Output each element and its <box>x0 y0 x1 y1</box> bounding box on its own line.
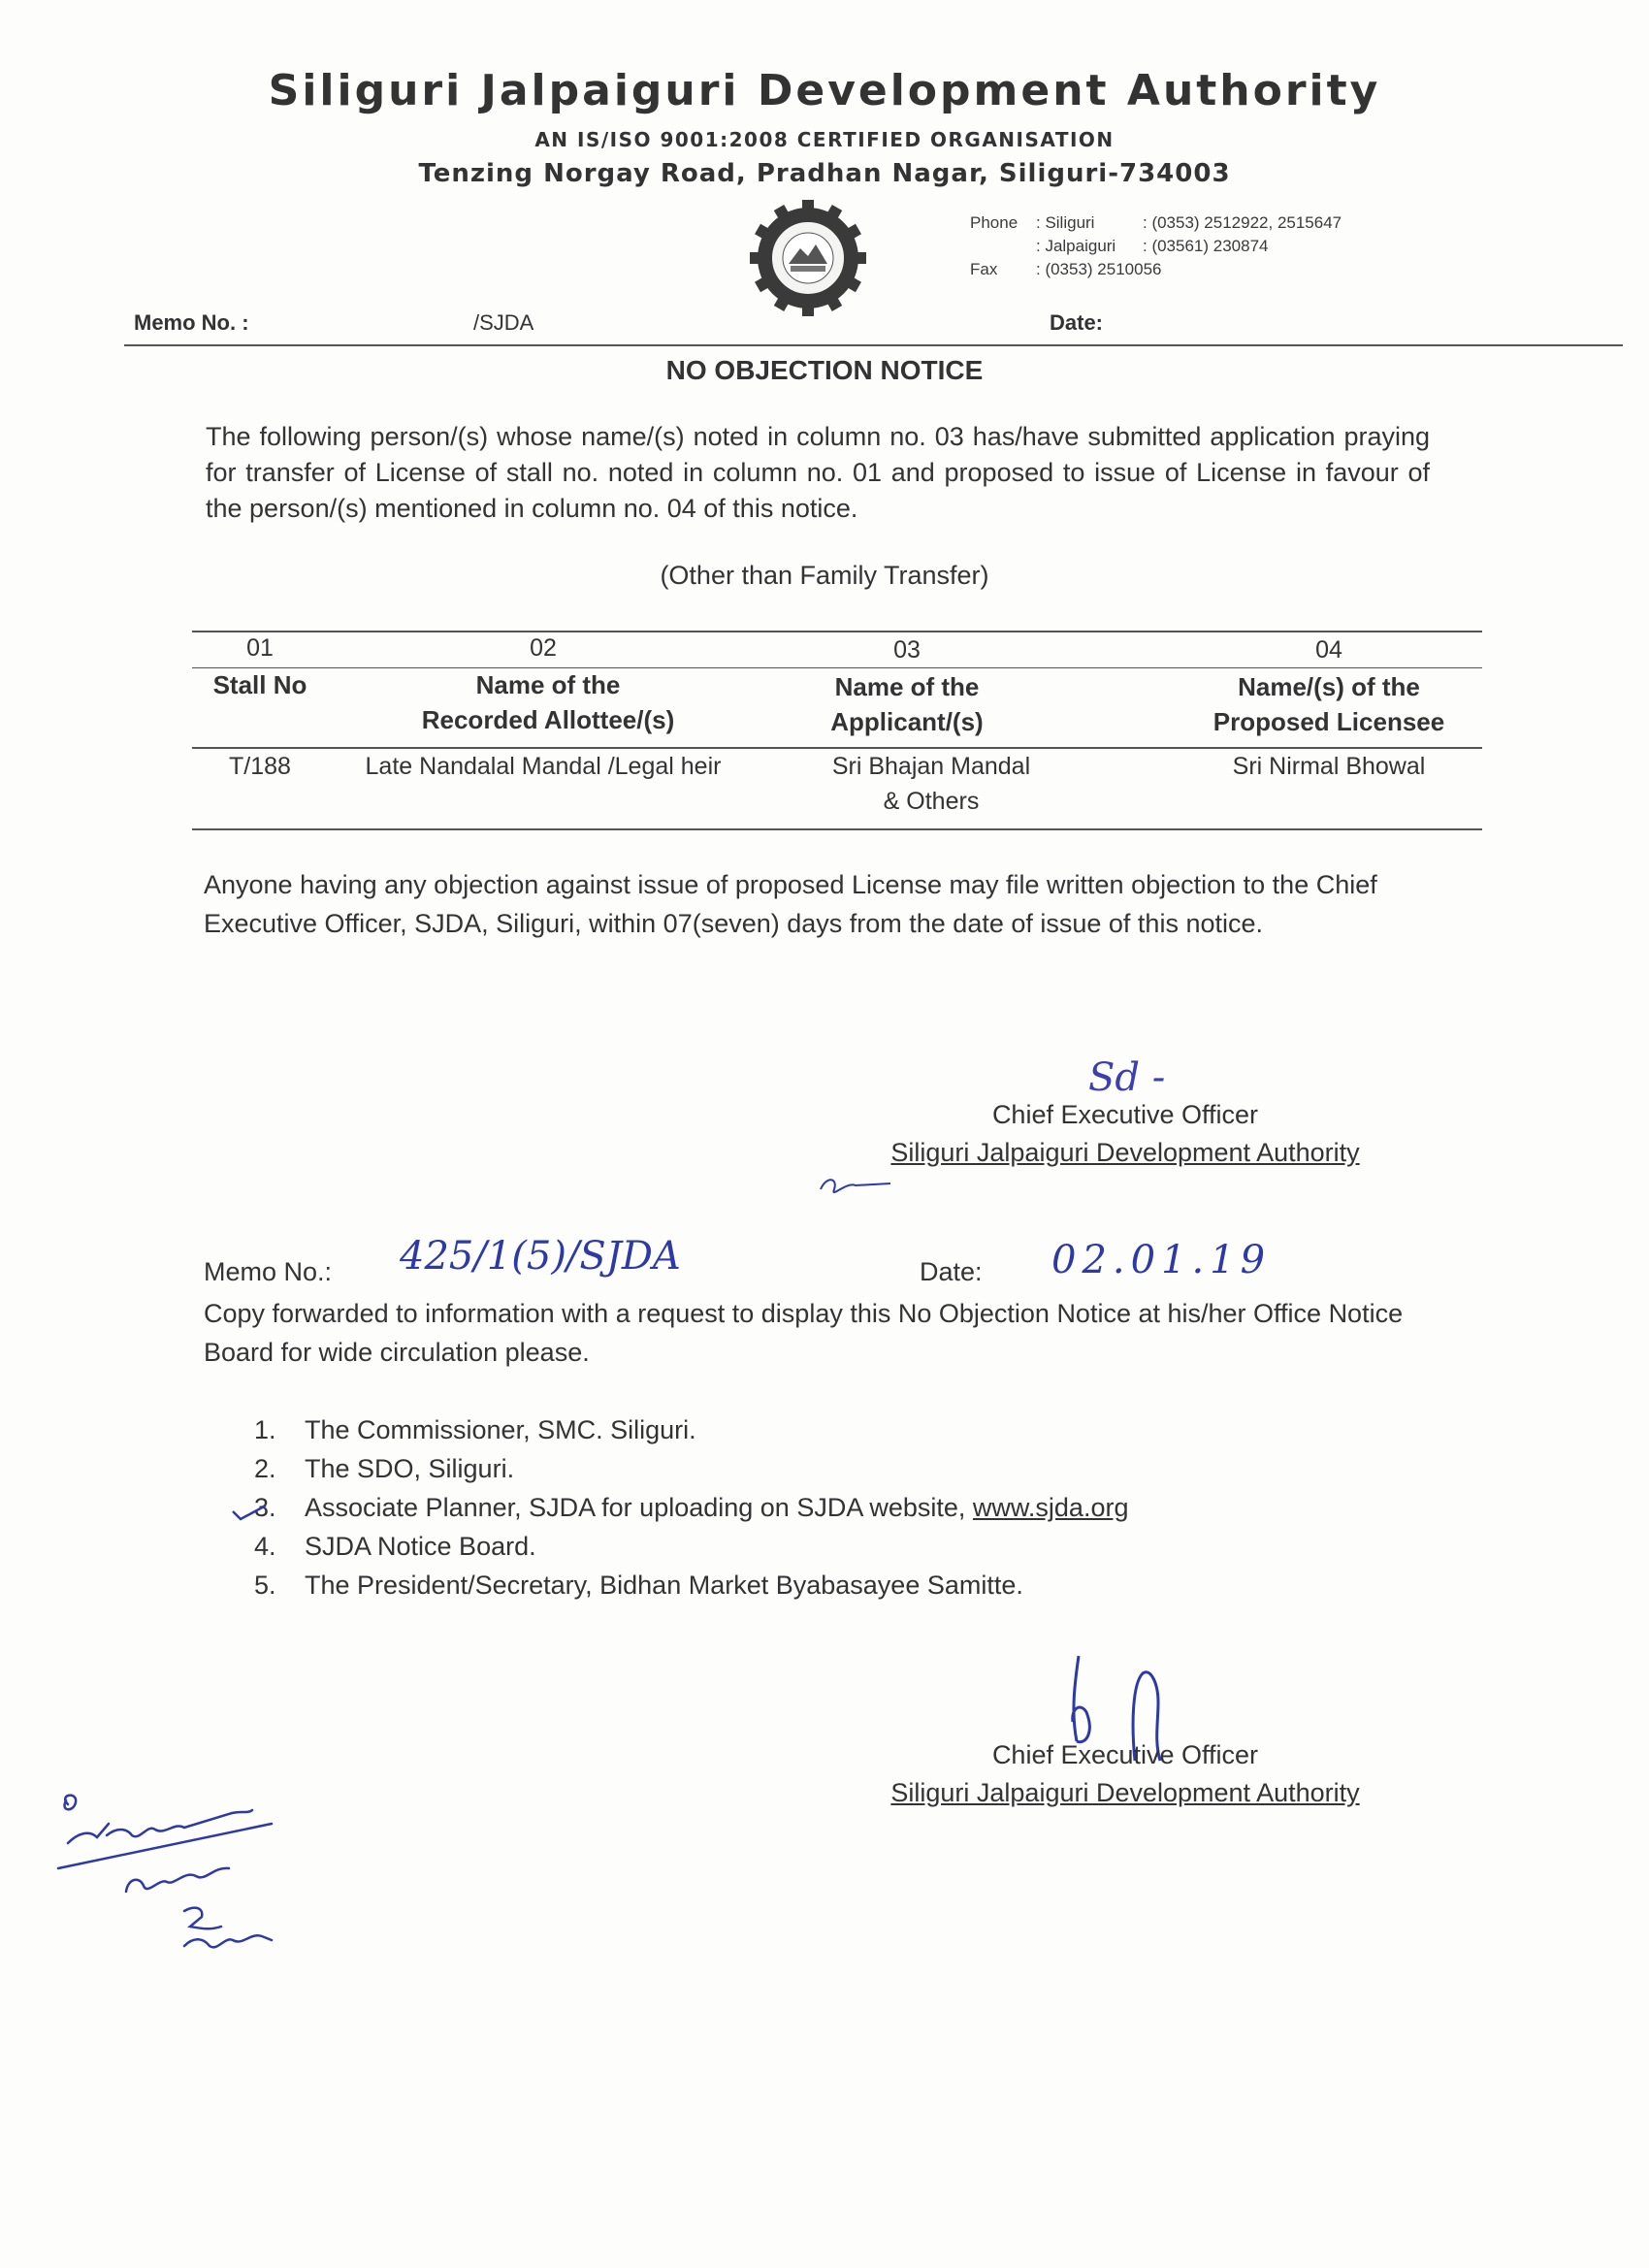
tick-mark-icon <box>231 1502 270 1525</box>
header-applicant <box>776 669 1038 739</box>
header-licensee-line1: Name/(s) of the <box>1238 672 1420 701</box>
signature-block-2 <box>815 1736 1436 1812</box>
signatory-title-2: Chief Executive Officer <box>991 1740 1259 1769</box>
cell-allottee: Late Nandalal Mandal /Legal heir <box>365 753 722 780</box>
certification-line: AN IS/ISO 9001:2008 CERTIFIED ORGANISATION <box>534 128 1115 151</box>
forward-date-value: 02.01.19 <box>1051 1238 1272 1282</box>
cell-applicant-line1: Sri Bhajan Mandal <box>831 753 1031 780</box>
signatory-org-1: Siliguri Jalpaiguri Development Authority <box>890 1138 1360 1167</box>
date-label: Date: <box>1050 310 1104 335</box>
initials-scribble <box>817 1172 894 1201</box>
notice-intro: The following person/(s) whose name/(s) noted in column no. 03 has/have submitted application praying for transfer of License of stall no. noted in column no. 01 and proposed to issue of License in favour of the person/(s) mentioned in column no. 04 of this notice. <box>206 422 1430 523</box>
phone-label: Phone <box>970 213 1018 232</box>
contact-block <box>970 211 1342 281</box>
list-item: 3. Associate Planner, SJDA for uploading on SJDA website, www.sjda.org <box>254 1493 1129 1522</box>
list-item: 1. The Commissioner, SMC. Siliguri. <box>254 1415 696 1444</box>
fax-number: : (0353) 2510056 <box>1036 260 1162 278</box>
sjda-website-link[interactable]: www.sjda.org <box>972 1493 1129 1522</box>
memo-label: Memo No. : <box>134 310 249 335</box>
header-allottee-line2: Recorded Allottee/(s) <box>421 705 675 734</box>
phone-city-jalpaiguri: : Jalpaiguri <box>1036 237 1116 255</box>
notice-subtitle: (Other than Family Transfer) <box>660 561 989 590</box>
phone-city-siliguri: : Siliguri <box>1036 213 1095 232</box>
sjda-emblem-logo <box>726 200 890 316</box>
col-number-03: 03 <box>893 636 921 664</box>
fax-label: Fax <box>970 260 998 278</box>
objection-text: Anyone having any objection against issue of proposed License may file written objection to the Chief Executive Officer, SJDA, Siliguri, within 07(seven) days from the date of issue of this notice. <box>204 870 1377 938</box>
header-stall-no <box>192 667 328 702</box>
forward-text: Copy forwarded to information with a request to display this No Objection Notice at his/her Office Notice Board for wide circulation please. <box>204 1299 1404 1367</box>
cell-licensee: Sri Nirmal Bhowal <box>1232 753 1426 780</box>
col-number-02: 02 <box>530 634 557 662</box>
cell-stall-no: T/188 <box>229 753 291 780</box>
handwritten-margin-note <box>39 1785 349 1979</box>
forward-date-label: Date: <box>920 1257 983 1286</box>
cell-applicant <box>776 749 1086 819</box>
recipient-list <box>254 1410 1128 1604</box>
table-bottom-rule <box>192 828 1482 830</box>
list-item: 4. SJDA Notice Board. <box>254 1532 536 1561</box>
forward-memo-label: Memo No.: <box>204 1257 333 1286</box>
header-applicant-line2: Applicant/(s) <box>830 707 984 736</box>
header-rule <box>124 344 1623 346</box>
address-line: Tenzing Norgay Road, Pradhan Nagar, Siliguri-734003 <box>418 159 1231 188</box>
header-proposed-licensee <box>1183 669 1474 739</box>
phone-jalpaiguri: : (03561) 230874 <box>1143 237 1269 255</box>
notice-title: NO OBJECTION NOTICE <box>665 355 984 385</box>
signatory-title-1: Chief Executive Officer <box>991 1100 1259 1129</box>
header-stall-no-line1: Stall No <box>212 670 307 699</box>
signature-block-1 <box>815 1096 1436 1172</box>
phone-siliguri: : (0353) 2512922, 2515647 <box>1143 213 1342 232</box>
cell-applicant-line2: & Others <box>883 788 980 815</box>
header-allottee-line1: Name of the <box>475 670 621 699</box>
signatory-org-2: Siliguri Jalpaiguri Development Authority <box>890 1778 1360 1807</box>
col-number-04: 04 <box>1315 636 1342 664</box>
handwritten-sd: Sd - <box>1088 1055 1166 1100</box>
memo-suffix: /SJDA <box>473 310 534 335</box>
header-applicant-line1: Name of the <box>834 672 980 701</box>
list-item: 5. The President/Secretary, Bidhan Market Byabasayee Samitte. <box>254 1571 1023 1600</box>
list-item: 2. The SDO, Siliguri. <box>254 1454 515 1483</box>
header-recorded-allottee <box>378 667 718 737</box>
header-licensee-line2: Proposed Licensee <box>1212 707 1445 736</box>
organization-name: Siliguri Jalpaiguri Development Authority <box>268 66 1381 115</box>
forward-memo-value: 425/1(5)/SJDA <box>400 1234 681 1279</box>
col-number-01: 01 <box>246 634 274 662</box>
